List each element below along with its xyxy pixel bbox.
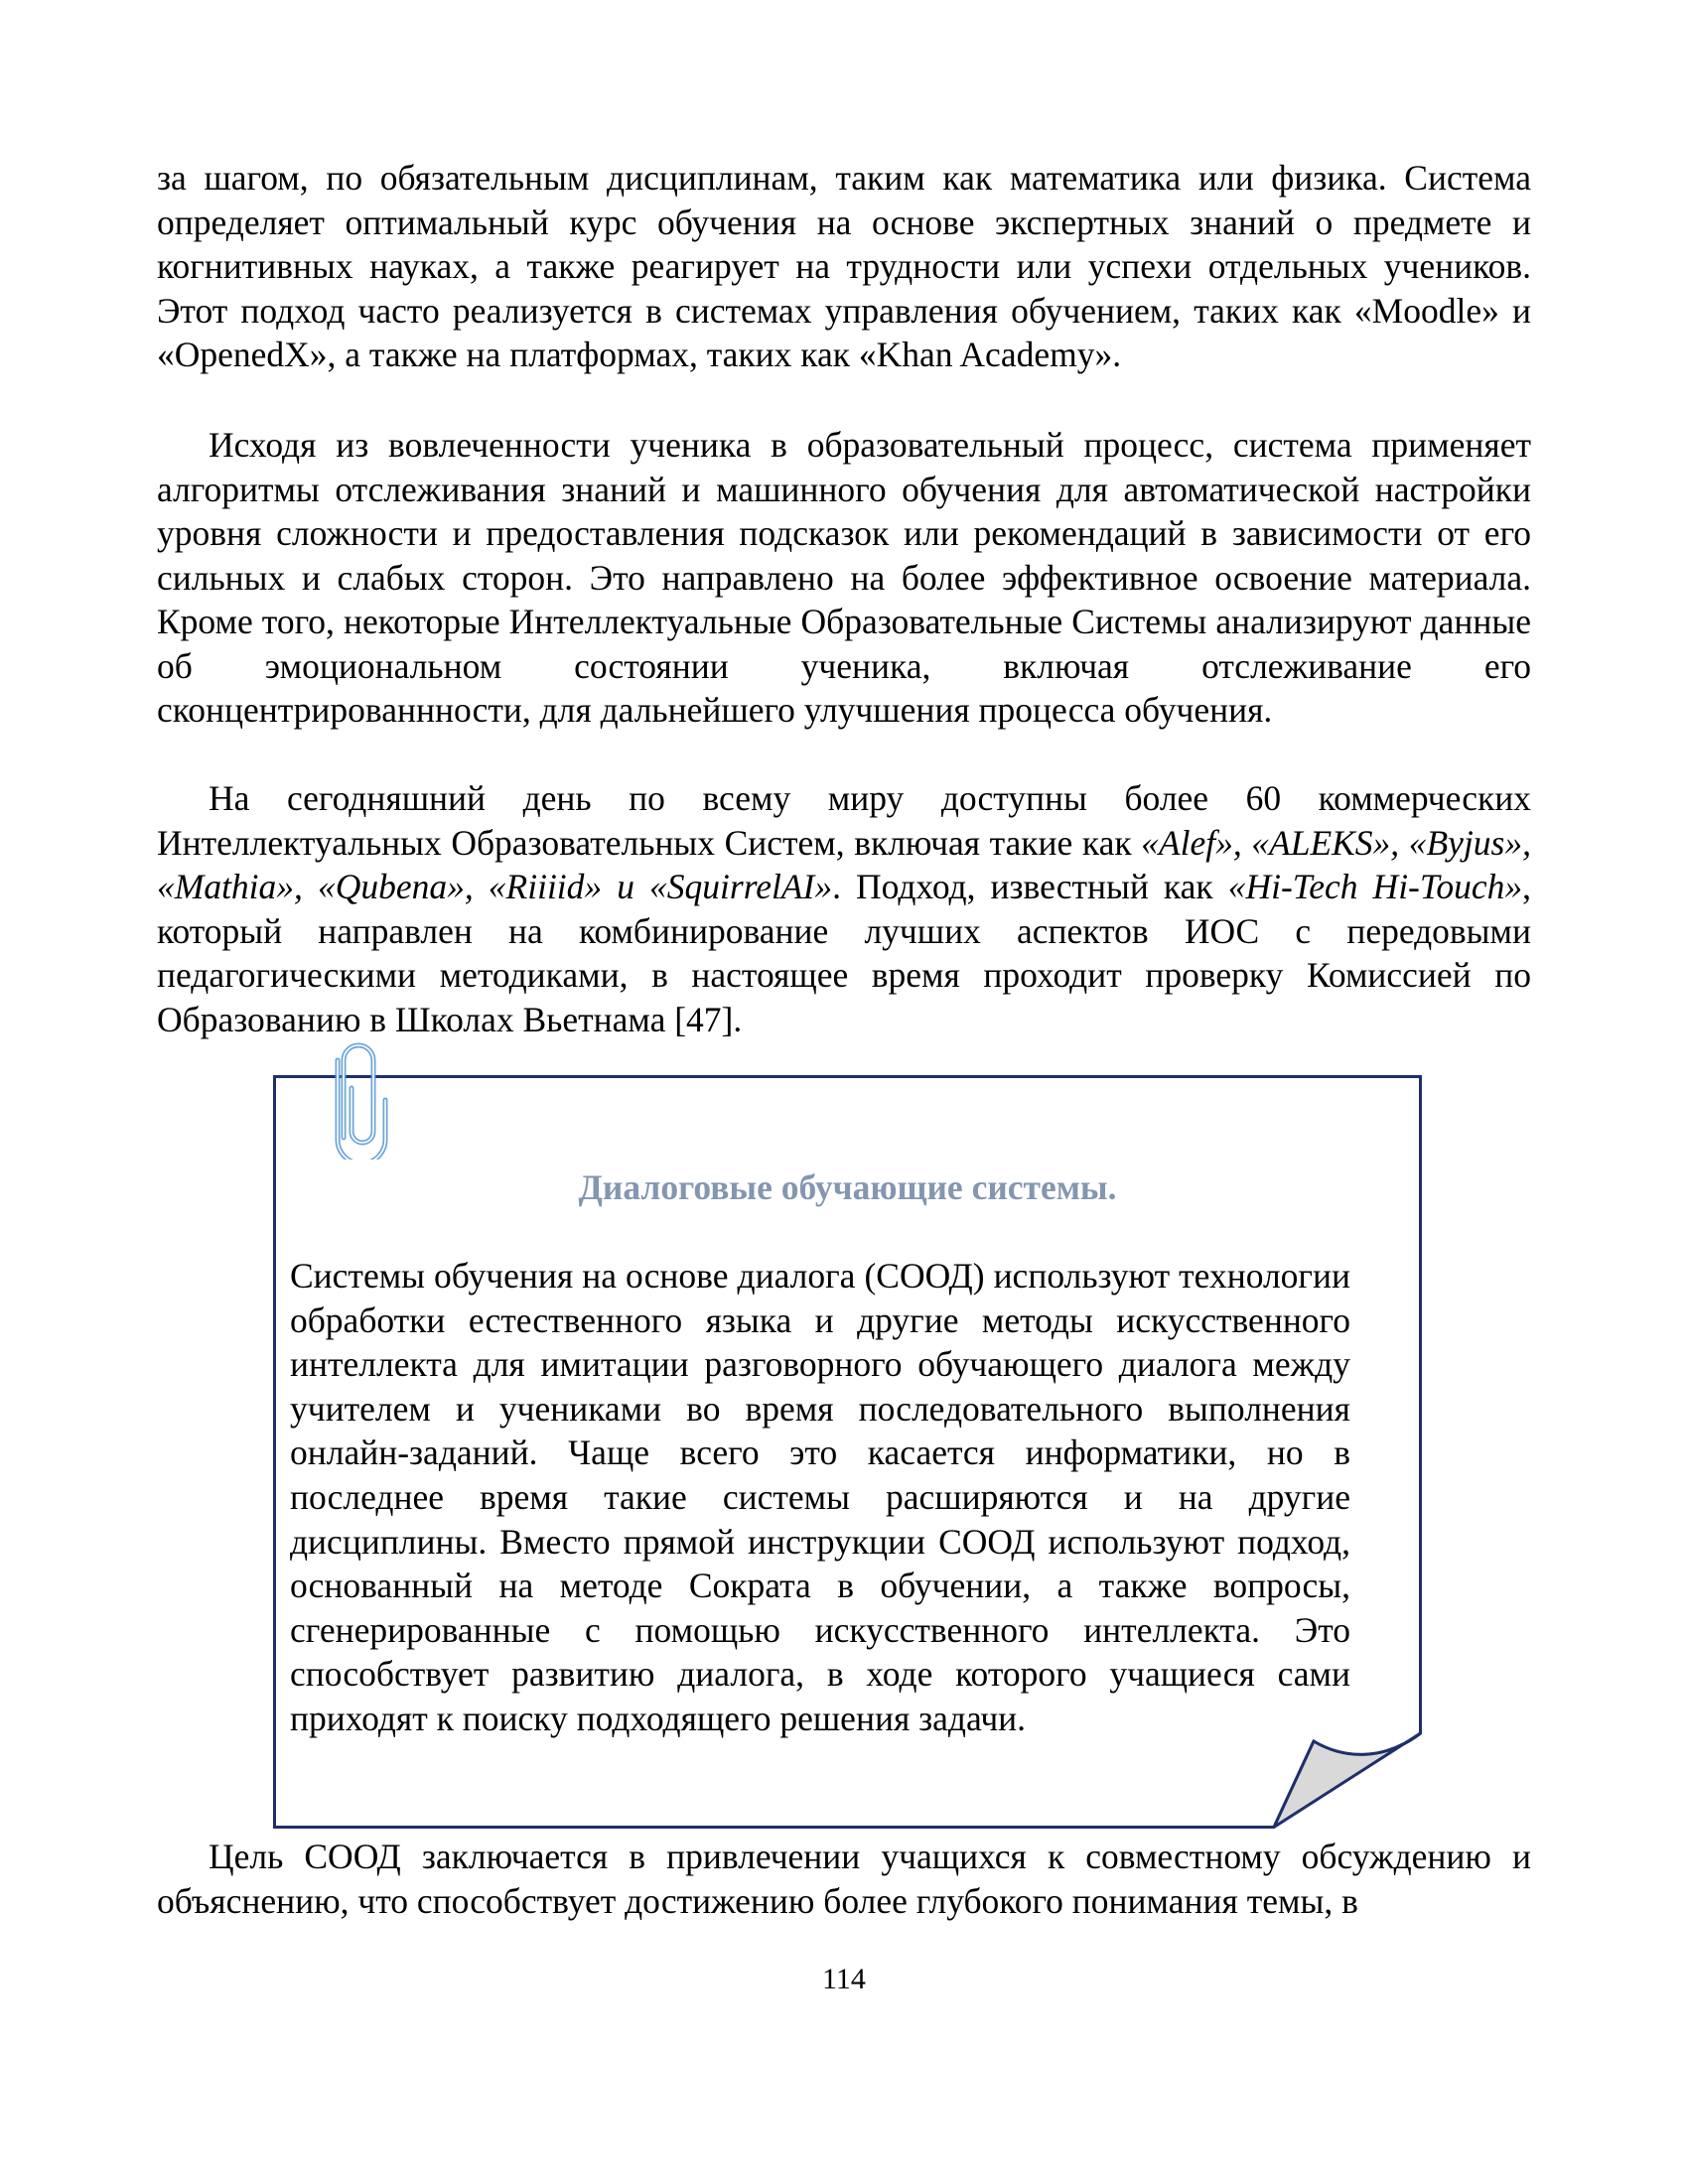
paragraph-1-text: за шагом, по обязательным дисциплинам, таким как математика или физика. Система определяет оптимальный курс обучения на основе экспертных знаний о предмете и когнитивных науках, а также реагирует на трудности или успехи отдельных учеников. Этот подход часто реализуется в системах управления обучением, таких как «Moodle» и «OpenedX», а также на платформах, таких как «Khan Academy».	[157, 158, 1531, 374]
callout-box	[273, 1075, 1422, 1829]
hi-tech-hi-touch-italic: «Hi-Tech Hi-Touch»	[1227, 867, 1523, 906]
paragraph-2	[157, 423, 1531, 733]
page-number: 114	[822, 1963, 866, 1995]
paragraph-2-text: Исходя из вовлеченности ученика в образовательный процесс, система применяет алгоритмы отслеживания знаний и машинного обучения для автоматической настройки уровня сложности и предоставления подсказок или рекомендаций в зависимости от его сильных и слабых сторон. Это направлено на более эффективное освоение материала. Кроме того, некоторые Интеллектуальные Образовательные Системы анализируют данные об эмоциональном состоянии ученика, включая отслеживание его сконцентрированнности, для дальнейшего улучшения процесса обучения.	[157, 425, 1531, 730]
product-names-italic: «Alef», «ALEKS», «Byjus», «Mathia», «Qubena», «Riiiid» и «SquirrelAI»	[157, 822, 1531, 906]
paragraph-3-part-3: , который направлен на комбинирование лучших аспектов ИОС с передовыми педагогическими методиками, в настоящее время проходит проверку Комиссией по Образованию в Школах Вьетнама [47].	[157, 867, 1531, 1039]
paragraph-3-part-1: На сегодняшний день по всему миру доступны более 60 коммерческих Интеллектуальных Образовательных Систем, включая такие как	[157, 778, 1531, 863]
paragraph-4-text: Цель СООД заключается в привлечении учащихся к совместному обсуждению и объяснению, что способствует достижению более глубокого понимания темы, в	[157, 1837, 1531, 1921]
paragraph-1	[157, 156, 1531, 377]
callout-title: Диалоговые обучающие системы.	[578, 1167, 1117, 1207]
paragraph-4	[157, 1835, 1531, 1923]
paragraph-3-text	[157, 776, 1531, 1041]
paperclip-icon	[332, 1040, 391, 1160]
paragraph-3	[157, 776, 1531, 1041]
callout-body: Системы обучения на основе диалога (СООД) используют технологии обработки естественного языка и другие методы искусственного интеллекта для имитации разговорного обучающего диалога между учителем и учениками во время последовательного выполнения онлайн-заданий. Чаще всего это касается информатики, но в последнее время такие системы расширяются и на другие дисциплины. Вместо прямой инструкции СООД используют подход, основанный на методе Сократа в обучении, а также вопросы, сгенерированные с помощью искусственного интеллекта. Это способствует развитию диалога, в ходе которого учащиеся сами приходят к поиску подходящего решения задачи.	[290, 1256, 1350, 1738]
paragraph-3-part-2: . Подход, известный как	[832, 867, 1228, 906]
